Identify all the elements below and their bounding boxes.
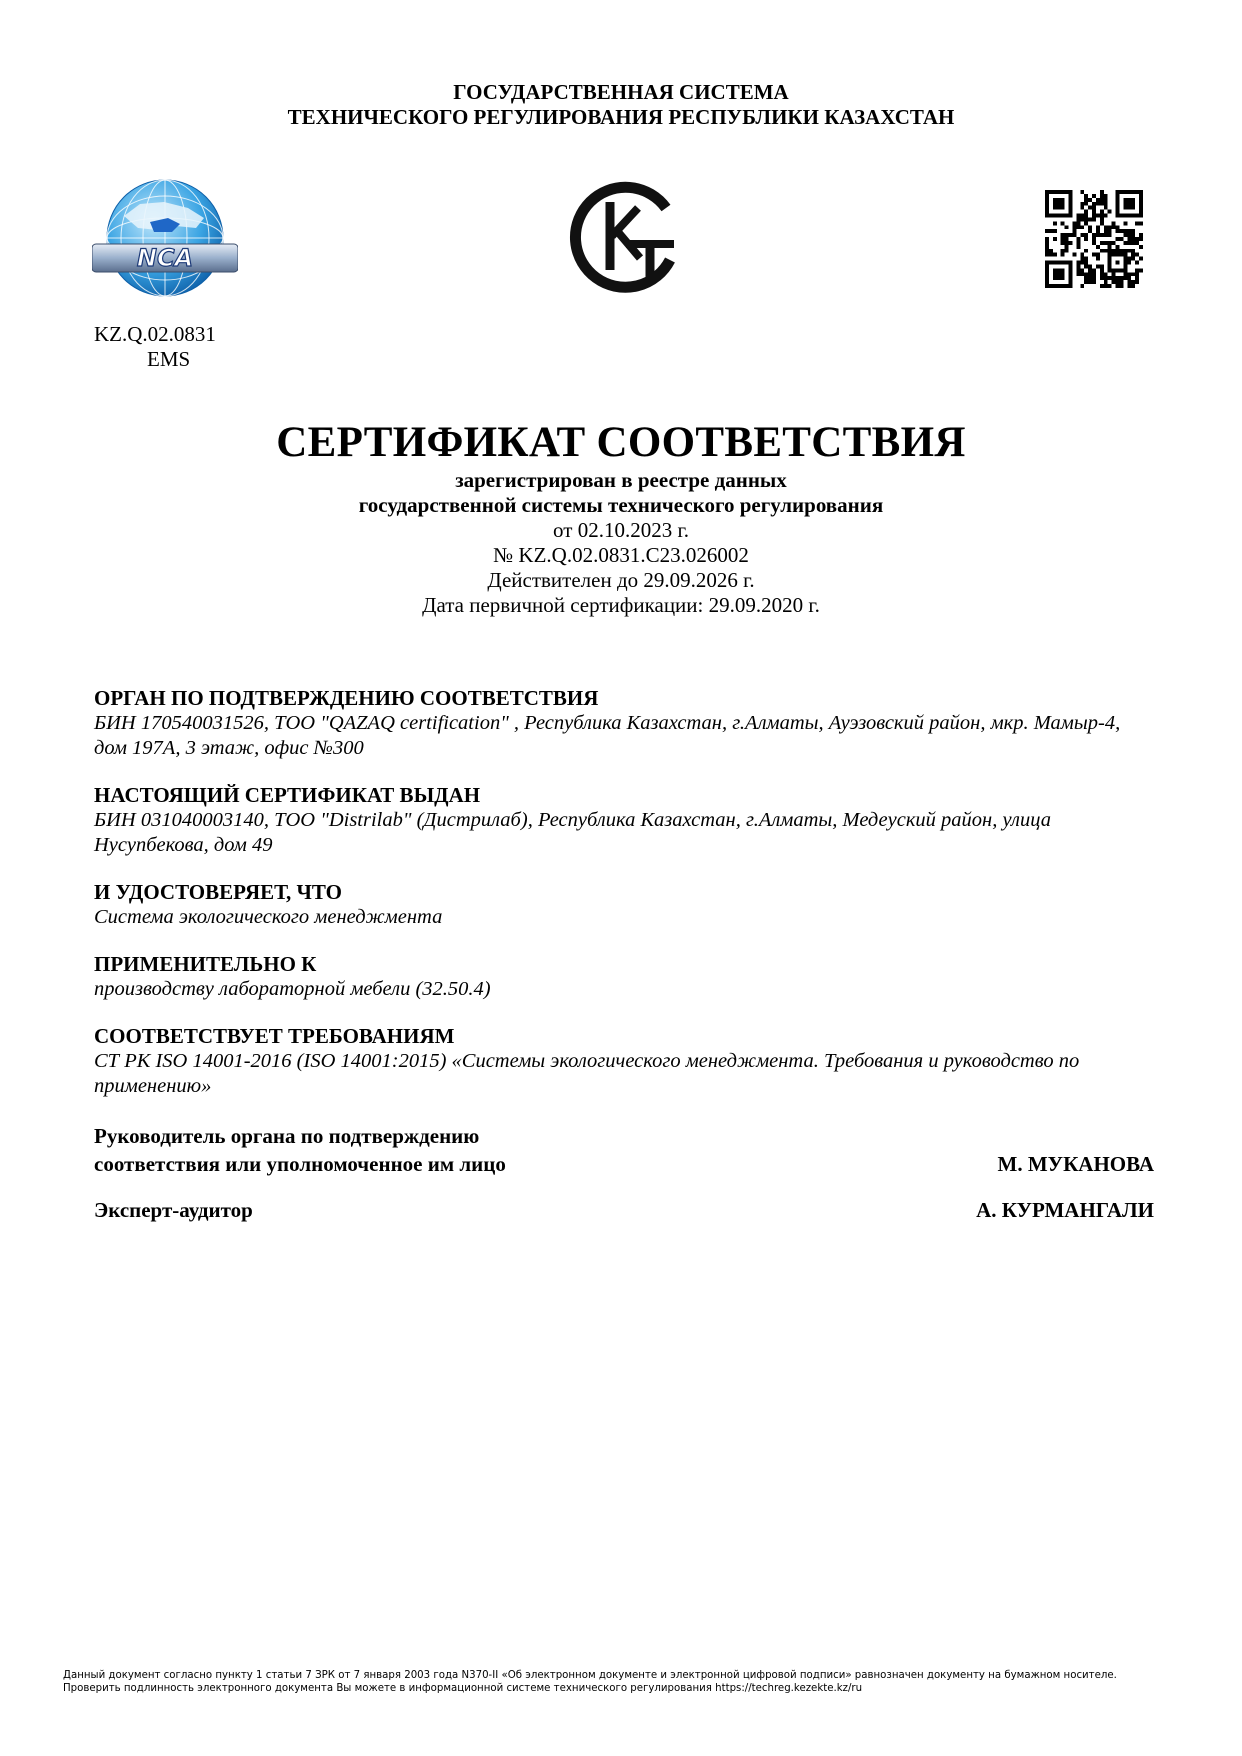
section-text: производству лабораторной мебели (32.50.4) xyxy=(94,978,491,1000)
section-heading: ПРИМЕНИТЕЛЬНО К xyxy=(94,952,317,976)
kz-conformity-mark-icon xyxy=(568,178,682,296)
head-role-line-2: соответствия или уполномоченное им лицо xyxy=(94,1152,506,1176)
section-text: СТ РК ISO 14001-2016 (ISO 14001:2015) «Системы экологического менеджмента. Требования и руководство по применению» xyxy=(94,1050,1080,1097)
section-heading: СООТВЕТСТВУЕТ ТРЕБОВАНИЯМ xyxy=(94,1024,455,1048)
expert-role: Эксперт-аудитор xyxy=(94,1198,253,1222)
section-text: БИН 031040003140, ТОО "Distrilab" (Дистрилаб), Республика Казахстан, г.Алматы, Медеуский район, улица Нусупбекова, дом 49 xyxy=(94,809,1051,856)
section-heading: ОРГАН ПО ПОДТВЕРЖДЕНИЮ СООТВЕТСТВИЯ xyxy=(94,686,599,710)
section-complies xyxy=(94,1024,1154,1099)
qr-code-icon[interactable] xyxy=(1045,190,1143,288)
accreditation-type: EMS xyxy=(147,347,191,371)
signature-expert xyxy=(94,1196,1154,1224)
registration-number: № KZ.Q.02.0831.C23.026002 xyxy=(493,543,749,567)
section-heading: И УДОСТОВЕРЯЕТ, ЧТО xyxy=(94,880,342,904)
footer-line-1: Данный документ согласно пункту 1 статьи 7 ЗРК от 7 января 2003 года N370-II «Об электронном документе и электронной цифровой подписи» равнозначен документу на бумажном носителе. xyxy=(63,1670,1117,1681)
expert-name: А. КУРМАНГАЛИ xyxy=(976,1198,1154,1222)
section-text: Система экологического менеджмента xyxy=(94,906,443,928)
registration-date: от 02.10.2023 г. xyxy=(553,518,689,542)
header-line-1: ГОСУДАРСТВЕННАЯ СИСТЕМА xyxy=(453,80,789,104)
registration-line-1: зарегистрирован в реестре данных xyxy=(455,468,787,492)
accreditation-block xyxy=(94,322,244,372)
legal-footer xyxy=(63,1669,1193,1695)
nca-globe-logo xyxy=(92,178,238,298)
section-certifies xyxy=(94,880,1154,930)
section-body xyxy=(94,686,1154,761)
header-line-2: ТЕХНИЧЕСКОГО РЕГУЛИРОВАНИЯ РЕСПУБЛИКИ КАЗАХСТАН xyxy=(287,105,955,129)
nca-logo-text: NCA xyxy=(136,244,194,272)
section-heading: НАСТОЯЩИЙ СЕРТИФИКАТ ВЫДАН xyxy=(94,783,481,807)
registration-line-2: государственной системы технического регулирования xyxy=(358,493,884,517)
valid-until: Действителен до 29.09.2026 г. xyxy=(487,568,755,592)
section-applicable xyxy=(94,952,1154,1002)
head-role-line-1: Руководитель органа по подтверждению xyxy=(94,1124,480,1148)
first-certification-date: Дата первичной сертификации: 29.09.2020 г. xyxy=(422,593,820,617)
signature-head xyxy=(94,1122,1154,1178)
registration-block xyxy=(0,468,1242,618)
certificate-title: СЕРТИФИКАТ СООТВЕТСТВИЯ xyxy=(276,419,966,466)
accreditation-number: KZ.Q.02.0831 xyxy=(94,322,216,346)
head-name: М. МУКАНОВА xyxy=(997,1152,1154,1176)
section-text: БИН 170540031526, ТОО "QAZAQ certification" , Республика Казахстан, г.Алматы, Ауэзовский район, мкр. Мамыр-4, дом 197А, 3 этаж, офис №300 xyxy=(94,712,1121,759)
document-header xyxy=(0,80,1242,130)
footer-line-2: Проверить подлинность электронного документа Вы можете в информационной системе технического регулирования https://techreg.kezekte.kz/ru xyxy=(63,1683,863,1694)
section-issued-to xyxy=(94,783,1154,858)
